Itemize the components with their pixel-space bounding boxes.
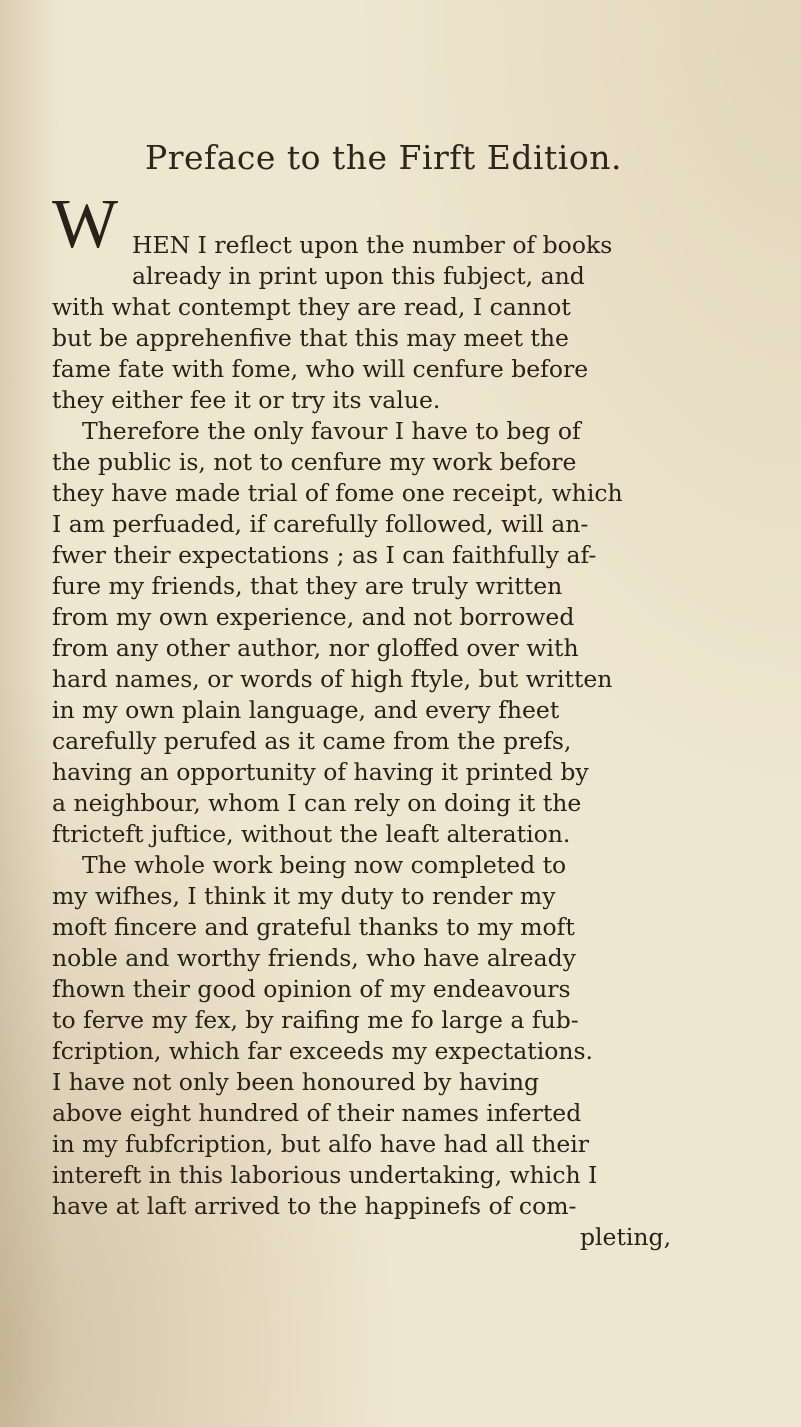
text-line: already in print upon this fubject, and: [132, 262, 585, 290]
text-line: ftricteft juftice, without the leaft alteration.: [52, 820, 571, 848]
text-line: above eight hundred of their names inferted: [52, 1099, 582, 1127]
text-line: in my fubfcription, but alfo have had all their: [52, 1130, 590, 1158]
text-line: fcription, which far exceeds my expectations.: [52, 1037, 594, 1065]
text-line: from my own experience, and not borrowed: [52, 603, 575, 631]
drop-cap: W: [52, 186, 119, 263]
text-line: they have made trial of fome one receipt, which: [52, 479, 623, 507]
text-line: fame fate with fome, who will cenfure before: [52, 355, 589, 383]
text-line: having an opportunity of having it printed by: [52, 758, 589, 786]
text-line: they either fee it or try its value.: [52, 386, 441, 414]
text-line: to ferve my fex, by raifing me fo large a fub-: [52, 1006, 579, 1034]
catchword: pleting,: [580, 1223, 672, 1251]
page-title: Preface to the Firft Edition.: [145, 138, 622, 177]
text-line: hard names, or words of high ftyle, but written: [52, 665, 613, 693]
text-line: I am perfuaded, if carefully followed, will an-: [52, 510, 589, 538]
text-line: have at laft arrived to the happinefs of com-: [52, 1192, 577, 1220]
text-line: intereft in this laborious undertaking, which I: [52, 1161, 598, 1189]
text-line: The whole work being now completed to: [82, 851, 567, 879]
text-line: a neighbour, whom I can rely on doing it the: [52, 789, 582, 817]
text-line: I have not only been honoured by having: [52, 1068, 540, 1096]
text-line: the public is, not to cenfure my work before: [52, 448, 577, 476]
text-line: my wifhes, I think it my duty to render my: [52, 882, 556, 910]
text-line: from any other author, nor gloffed over with: [52, 634, 579, 662]
text-line: Therefore the only favour I have to beg of: [82, 417, 581, 445]
text-line: carefully perufed as it came from the prefs,: [52, 727, 572, 755]
text-line: noble and worthy friends, who have already: [52, 944, 576, 972]
text-line: but be apprehenfive that this may meet the: [52, 324, 569, 352]
text-line: fure my friends, that they are truly written: [52, 572, 563, 600]
text-line: with what contempt they are read, I cannot: [52, 293, 571, 321]
text-line: fwer their expectations ; as I can faithfully af-: [52, 541, 597, 569]
text-line: fhown their good opinion of my endeavours: [52, 975, 571, 1003]
text-line: HEN I reflect upon the number of books: [132, 231, 613, 259]
text-line: in my own plain language, and every fheet: [52, 696, 560, 724]
text-line: moft fincere and grateful thanks to my moft: [52, 913, 575, 941]
